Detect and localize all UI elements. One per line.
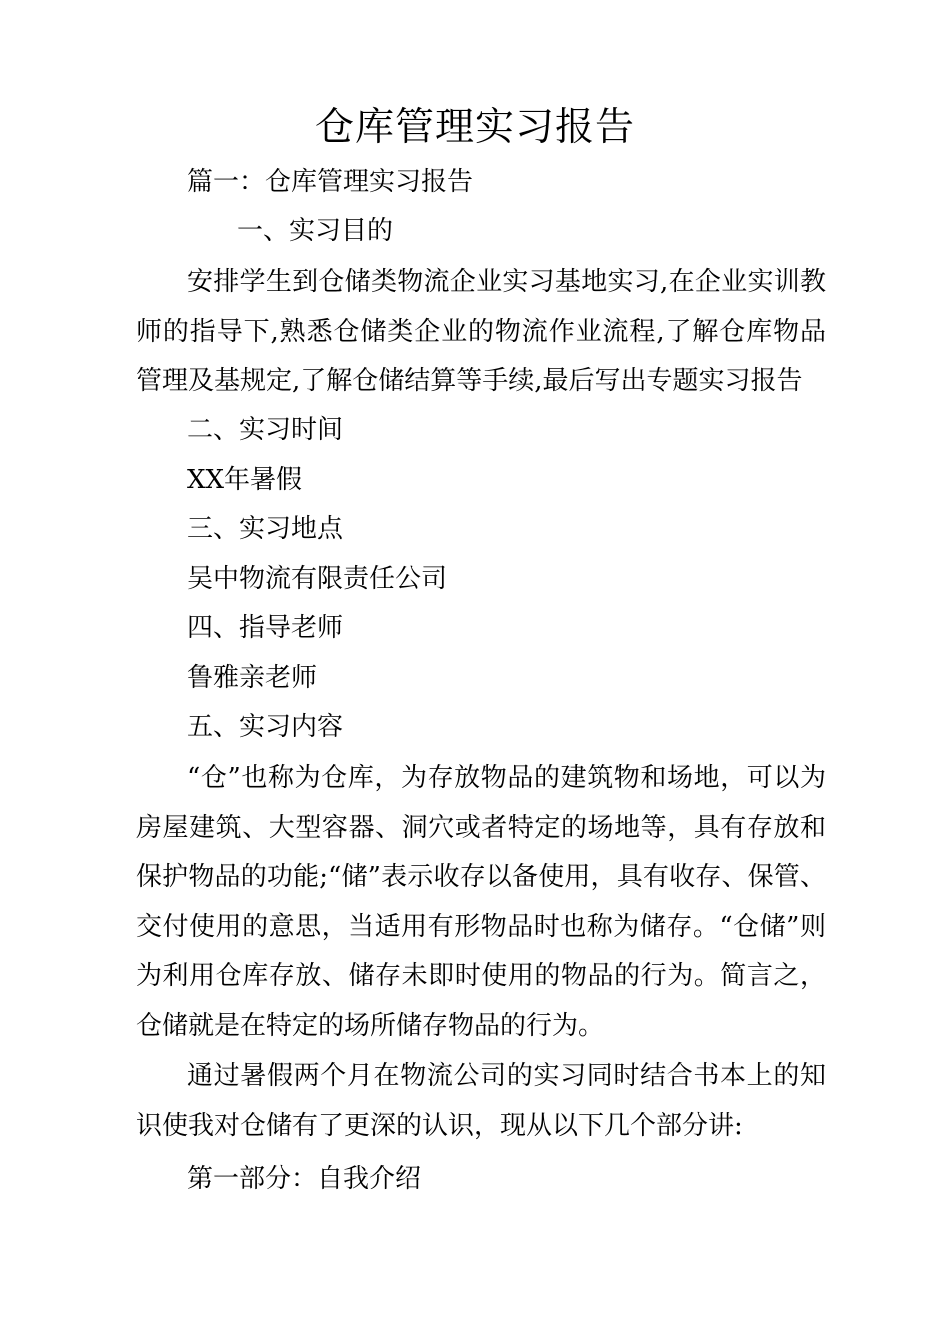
paragraph-summary: 通过暑假两个月在物流公司的实习同时结合书本上的知识使我对仓储有了更深的认识，现从以下几个部分讲: [136, 1061, 826, 1141]
paragraph-purpose: 安排学生到仓储类物流企业实习基地实习,在企业实训教师的指导下,熟悉仓储类企业的物流作业流程,了解仓库物品管理及基规定,了解仓储结算等手续,最后写出专题实习报告 [136, 267, 826, 396]
heading-content: 五、实习内容 [187, 712, 344, 742]
paragraph-content: “仓”也称为仓库，为存放物品的建筑物和场地，可以为房屋建筑、大型容器、洞穴或者特定的场地等，具有存放和保护物品的功能;“储”表示收存以备使用，具有收存、保管、交付使用的意思，当适用有形物品时也称为储存。“仓储”则为利用仓库存放、储存未即时使用的物品的行为。简言之，仓储就是在特定的场所储存物品的行为。 [136, 763, 826, 1041]
heading-location: 三、实习地点 [187, 514, 344, 544]
paragraph-location: 吴中物流有限责任公司 [187, 564, 448, 594]
paragraph-advisor: 鲁雅亲老师 [187, 663, 318, 693]
heading-advisor: 四、指导老师 [187, 613, 344, 643]
document-title: 仓库管理实习报告 [314, 105, 635, 150]
heading-part-one: 第一部分：自我介绍 [187, 1164, 422, 1194]
heading-purpose: 一、实习目的 [237, 216, 394, 246]
heading-time: 二、实习时间 [187, 415, 344, 445]
paragraph-time: XX年暑假 [187, 465, 303, 495]
section-heading: 篇一：仓库管理实习报告 [187, 167, 474, 197]
